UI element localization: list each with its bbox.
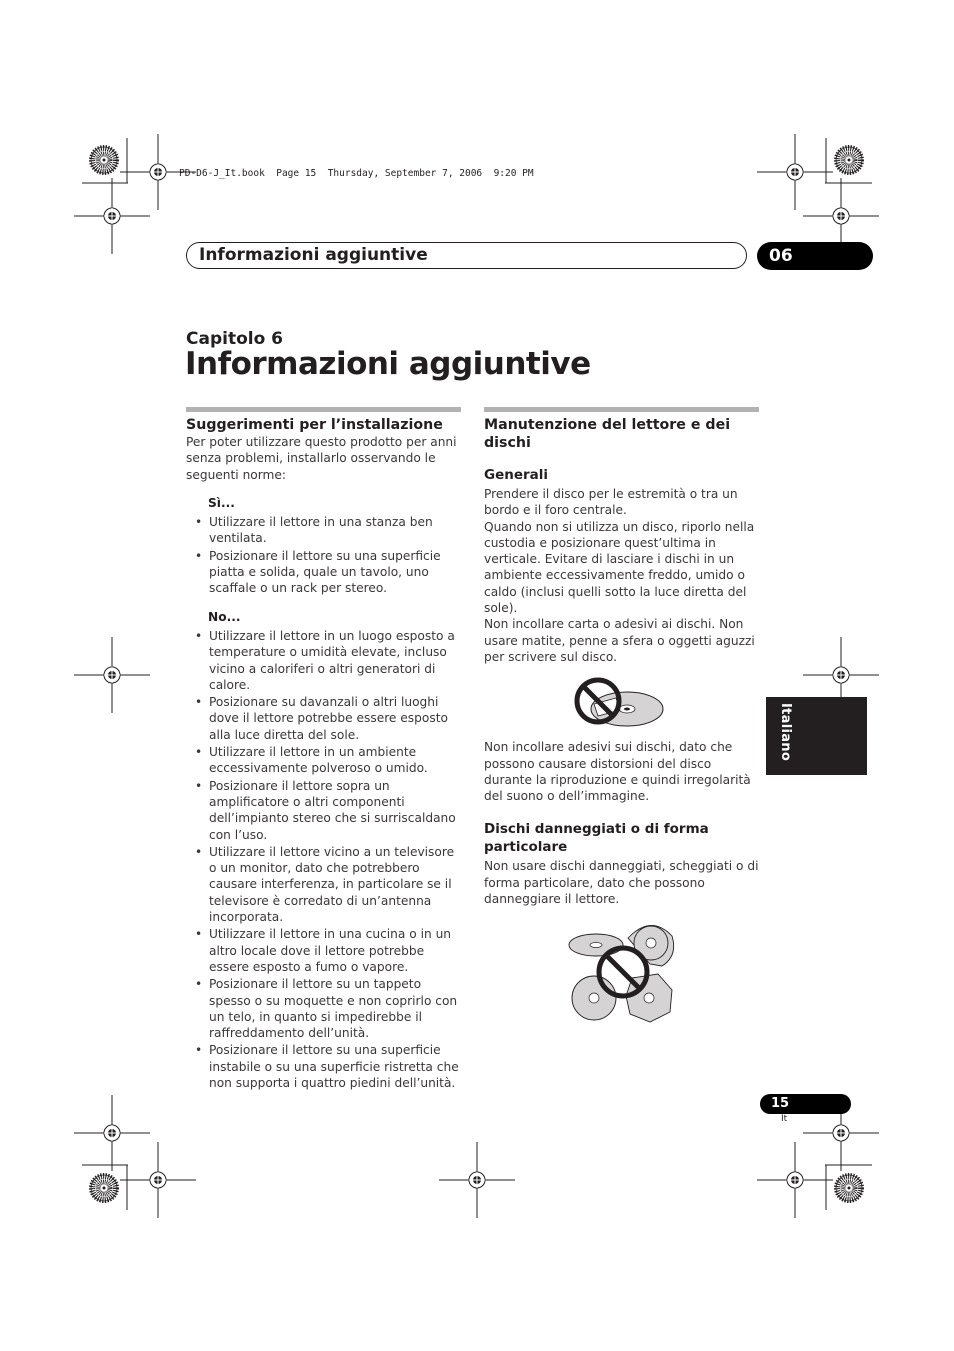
list-item: • Posizionare il lettore su una superficie piatta e solida, quale un tavolo, uno scaffale o un rack per stereo. — [186, 548, 461, 597]
maintenance-heading: Manutenzione del lettore e dei dischi — [484, 417, 731, 451]
header-title: Informazioni aggiuntive — [199, 245, 428, 265]
page-language: It — [781, 1114, 788, 1124]
language-tab — [766, 697, 867, 775]
general-paragraph-1: Prendere il disco per le estremità o tra un bordo e il foro centrale. — [484, 487, 738, 518]
list-item: • Utilizzare il lettore in un ambiente eccessivamente polveroso o umido. — [186, 744, 461, 777]
damaged-discs-illustration — [566, 916, 678, 1024]
chapter-number-badge: 06 — [757, 242, 873, 270]
yes-label: Sì... — [208, 495, 235, 510]
right-column — [484, 407, 759, 907]
list-item: • Posizionare il lettore su una superficie instabile o su una superficie ristretta che non supporta i quattro piedini dell’unità. — [186, 1042, 461, 1091]
page-number-badge: 15 — [760, 1094, 851, 1114]
general-heading: Generali — [484, 467, 549, 483]
installation-intro: Per poter utilizzare questo prodotto per anni senza problemi, installarlo osservando le seguenti norme: — [186, 435, 457, 482]
no-label: No... — [208, 609, 241, 624]
list-item: • Utilizzare il lettore in un luogo esposto a temperature o umidità elevate, incluso vicino a caloriferi o altri generatori di calore. — [186, 628, 461, 693]
no-sticker-disc-illustration — [572, 674, 668, 732]
list-item: • Posizionare su davanzali o altri luoghi dove il lettore potrebbe essere esposto alla luce diretta del sole. — [186, 694, 461, 743]
list-item: • Utilizzare il lettore vicino a un televisore o un monitor, dato che potrebbero causare interferenza, in particolare se il televisore è corredato di un’antenna incorporata. — [186, 844, 461, 925]
sticker-note: Non incollare adesivi sui dischi, dato che possono causare distorsioni del disco durante la riproduzione e quindi irregolarità del suono o dell’immagine. — [484, 740, 751, 804]
section-rule — [186, 407, 461, 412]
installation-heading: Suggerimenti per l’installazione — [186, 417, 443, 433]
list-item: • Posizionare il lettore sopra un amplificatore o altri componenti dell’impianto stereo che si surriscaldano con l’uso. — [186, 778, 461, 843]
no-list — [186, 628, 461, 1091]
list-item: • Utilizzare il lettore in una cucina o in un altro locale dove il lettore potrebbe essere esposto a fumo o vapore. — [186, 926, 461, 975]
general-paragraph-3: Non incollare carta o adesivi ai dischi. Non usare matite, penne a sfera o oggetti aguzzi per scrivere sul disco. — [484, 617, 755, 664]
yes-list — [186, 514, 461, 596]
list-item: • Posizionare il lettore su un tappeto spesso o su moquette e non coprirlo con un telo, in quanto si impedirebbe il raffreddamento dell’unità. — [186, 976, 461, 1041]
section-rule — [484, 407, 759, 412]
damaged-discs-text: Non usare dischi danneggiati, scheggiati o di forma particolare, dato che possono danneggiare il lettore. — [484, 859, 759, 907]
damaged-discs-heading: Dischi danneggiati o di forma particolare — [484, 821, 709, 856]
language-tab-label: Italiano — [778, 703, 793, 762]
left-column — [186, 407, 461, 1092]
page-title: Informazioni aggiuntive — [185, 346, 591, 382]
chapter-label: Capitolo 6 — [186, 329, 284, 349]
print-info: PD-D6-J_It.book Page 15 Thursday, September 7, 2006 9:20 PM — [179, 168, 534, 179]
general-paragraph-2: Quando non si utilizza un disco, riporlo nella custodia e posizionare quest’ultima in verticale. Evitare di lasciare i dischi in un ambiente eccessivamente freddo, umido o caldo (inclusi quelli sotto la luce diretta del sole). — [484, 519, 755, 616]
list-item: • Utilizzare il lettore in una stanza ben ventilata. — [186, 514, 461, 547]
